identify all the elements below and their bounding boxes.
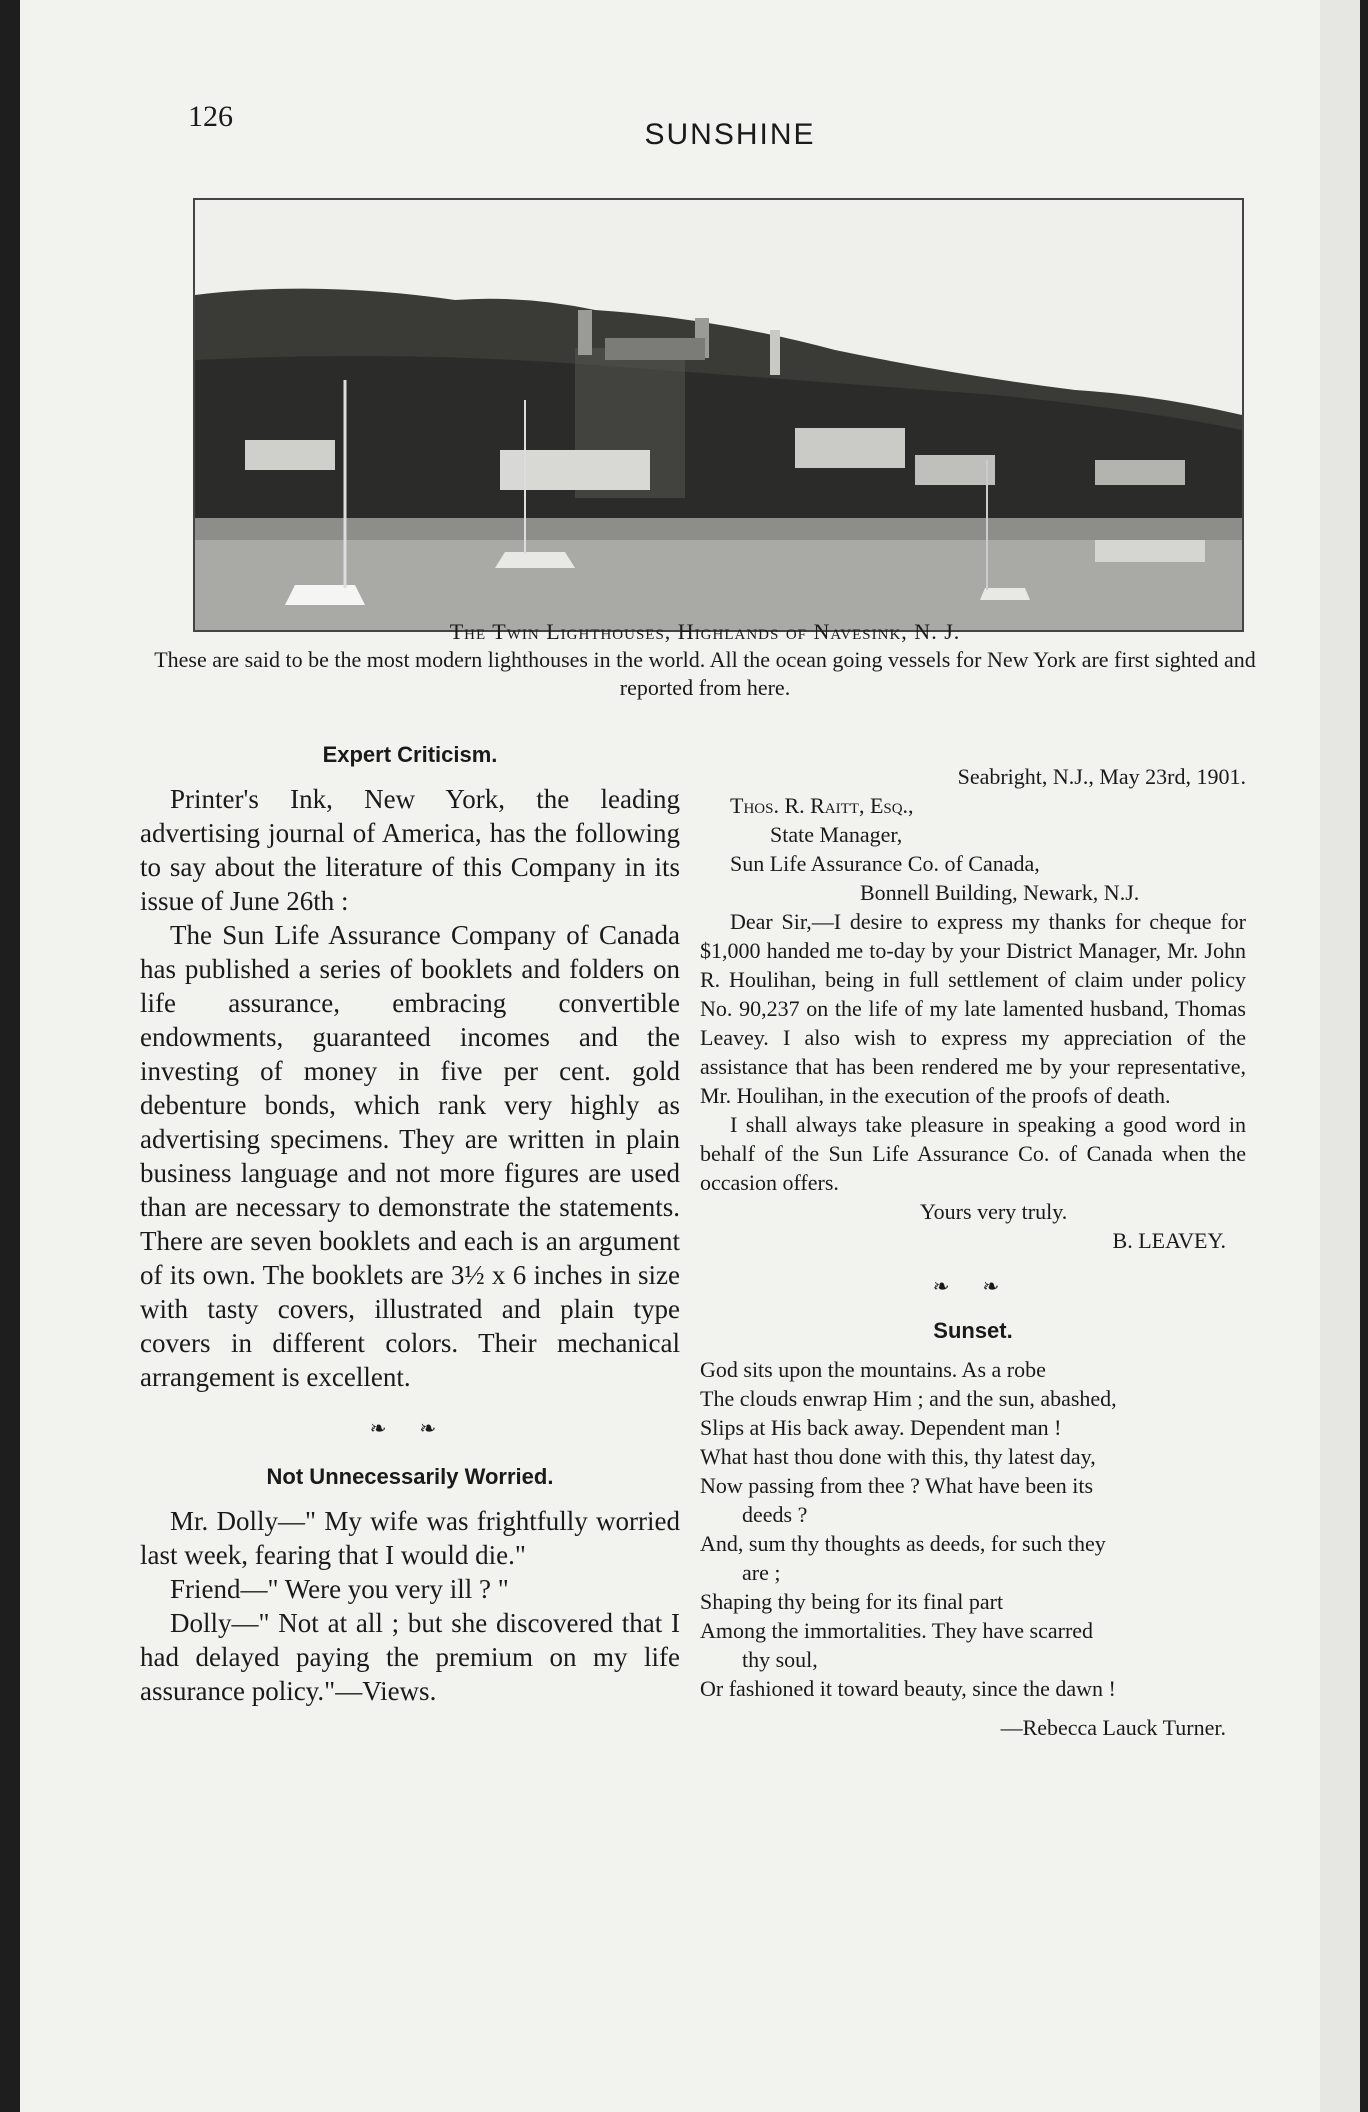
- section-ornament-2: ❧ ❧: [932, 1276, 1014, 1298]
- expert-criticism-paragraph-1: Printer's Ink, New York, the leading advertising journal of America, has the following to say about the literature of this Company in its issue of June 26th :: [140, 784, 680, 916]
- expert-criticism-title: Expert Criticism.: [322, 742, 498, 767]
- section-ornament: ❧ ❧: [369, 1418, 451, 1440]
- poem-line: Among the immortalities. They have scarred: [700, 1618, 1094, 1643]
- expert-criticism-paragraph-2: The Sun Life Assurance Company of Canada has published a series of booklets and folders on life assurance, embracing convertible endowments, guaranteed incomes and the investing of money in five per cent. gold debenture bonds, which rank very highly as advertising specimens. They are written in plain business language and not more figures are used than are necessary to demonstrate the statements. There are seven booklets and each is an argument of its own. The booklets are 3½ x 6 inches in size with tasty covers, illustrated and plain type covers in different colors. Their mechanical arrangement is excellent.: [140, 920, 680, 1392]
- not-worried-paragraph-2: Friend—" Were you very ill ? ": [170, 1574, 509, 1604]
- poem-line: Or fashioned it toward beauty, since the dawn !: [700, 1676, 1116, 1701]
- poem-line: deeds ?: [742, 1502, 808, 1527]
- poem-line: And, sum thy thoughts as deeds, for such they: [700, 1531, 1106, 1556]
- poem-line: Slips at His back away. Dependent man !: [700, 1415, 1062, 1440]
- figure-caption: [150, 618, 1260, 702]
- letter-company: Sun Life Assurance Co. of Canada,: [730, 851, 1040, 876]
- letter-building: Bonnell Building, Newark, N.J.: [860, 880, 1140, 905]
- caption-title: The Twin Lighthouses, Highlands of Navesink, N. J.: [449, 619, 961, 644]
- sunset-poem: [700, 1355, 1246, 1742]
- poem-line: What hast thou done with this, thy latest day,: [700, 1444, 1096, 1469]
- letter-addressee: Thos. R. Raitt, Esq.,: [730, 793, 914, 818]
- poem-credit: —Rebecca Lauck Turner.: [1000, 1715, 1226, 1740]
- letter-signature: B. LEAVEY.: [1112, 1228, 1226, 1253]
- poem-line: Now passing from thee ? What have been its: [700, 1473, 1094, 1498]
- not-worried-paragraph-1: Mr. Dolly—" My wife was frightfully worried last week, fearing that I would die.": [140, 1506, 680, 1570]
- lighthouses-photo-art: [195, 200, 1242, 630]
- poem-line: The clouds enwrap Him ; and the sun, abashed,: [700, 1386, 1117, 1411]
- not-worried-title: Not Unnecessarily Worried.: [266, 1464, 554, 1489]
- sunset-title: Sunset.: [933, 1318, 1013, 1343]
- letter-dateline: Seabright, N.J., May 23rd, 1901.: [957, 764, 1246, 789]
- page-number: 126: [188, 100, 233, 133]
- poem-line: Shaping thy being for its final part: [700, 1589, 1004, 1614]
- poem-line: thy soul,: [742, 1647, 818, 1672]
- left-column: [140, 738, 680, 1708]
- letter-position: State Manager,: [770, 822, 903, 847]
- right-column: [700, 762, 1246, 1742]
- not-worried-paragraph-3: Dolly—" Not at all ; but she discovered that I had delayed paying the premium on my life assurance policy."—Views.: [140, 1608, 680, 1706]
- poem-line: are ;: [742, 1560, 781, 1585]
- running-head: SUNSHINE: [644, 118, 816, 151]
- lighthouses-photograph: [193, 198, 1244, 632]
- letter-body-1: Dear Sir,—I desire to express my thanks for cheque for $1,000 handed me to-day by your District Manager, Mr. John R. Houlihan, being in full settlement of claim under policy No. 90,237 on the life of my late lamented husband, Thomas Leavey. I also wish to express my appreciation of the assistance that has been rendered me by your representative, Mr. Houlihan, in the execution of the proofs of death.: [700, 909, 1246, 1108]
- caption-text: These are said to be the most modern lighthouses in the world. All the ocean going vessels for New York are first sighted and reported from here.: [154, 647, 1256, 700]
- letter-body-2: I shall always take pleasure in speaking a good word in behalf of the Sun Life Assurance Co. of Canada when the occasion offers.: [700, 1112, 1246, 1195]
- letter-closing: Yours very truly.: [920, 1199, 1068, 1224]
- poem-line: God sits upon the mountains. As a robe: [700, 1357, 1046, 1382]
